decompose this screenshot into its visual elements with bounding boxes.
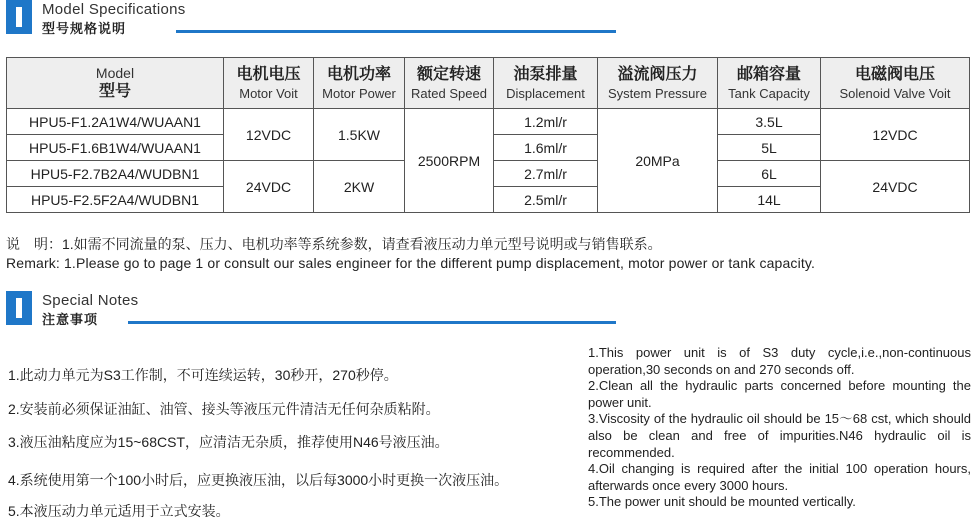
note-cn-item: 5.本液压动力单元适用于立式安装。 bbox=[8, 503, 230, 519]
tank-capacity-cell: 3.5L bbox=[718, 109, 821, 135]
header-solenoid-voltage: 电磁阀电压 Solenoid Valve Voit bbox=[821, 58, 970, 109]
header-displacement: 油泵排量 Displacement bbox=[494, 58, 598, 109]
header-rated-speed: 额定转速 Rated Speed bbox=[405, 58, 494, 109]
section-underline bbox=[128, 321, 616, 324]
motor-voltage-cell: 12VDC bbox=[224, 109, 314, 161]
model-cell: HPU5-F1.6B1W4/WUAAN1 bbox=[7, 135, 224, 161]
remark-en: Remark: 1.Please go to page 1 or consult our sales engineer for the different pump displacement, motor power or tank capacity. bbox=[6, 255, 816, 271]
system-pressure-cell: 20MPa bbox=[598, 109, 718, 213]
note-cn-item: 1.此动力单元为S3工作制，不可连续运转，30秒开，270秒停。 bbox=[8, 367, 398, 383]
displacement-cell: 2.7ml/r bbox=[494, 161, 598, 187]
tank-capacity-cell: 6L bbox=[718, 161, 821, 187]
header-motor-voltage: 电机电压 Motor Voit bbox=[224, 58, 314, 109]
solenoid-voltage-cell: 24VDC bbox=[821, 161, 970, 213]
section-title-en: Model Specifications bbox=[42, 1, 186, 18]
note-en-item: 4.Oil changing is required after the initial 100 operation hours, afterwards once every 3000 hours. bbox=[588, 461, 971, 493]
tank-capacity-cell: 5L bbox=[718, 135, 821, 161]
note-en-item: 3.Viscosity of the hydraulic oil should be 15～68 cst, which should also be clean and free of impurities.N46 hydraulic oil is recommended. bbox=[588, 411, 971, 460]
section-title-cn: 型号规格说明 bbox=[42, 21, 127, 36]
displacement-cell: 1.6ml/r bbox=[494, 135, 598, 161]
motor-voltage-cell: 24VDC bbox=[224, 161, 314, 213]
section-underline bbox=[176, 30, 616, 33]
note-en-item: 1.This power unit is of S3 duty cycle,i.e.,non-continuous operation,30 seconds on and 270 seconds off. bbox=[588, 345, 971, 377]
section-marker-icon bbox=[6, 291, 32, 325]
section-title-en: Special Notes bbox=[42, 292, 139, 309]
notes-en-list bbox=[588, 345, 971, 511]
header-system-pressure: 溢流阀压力 System Pressure bbox=[598, 58, 718, 109]
model-spec-table bbox=[6, 57, 970, 213]
model-cell: HPU5-F2.5F2A4/WUDBN1 bbox=[7, 187, 224, 213]
header-tank-capacity: 邮箱容量 Tank Capacity bbox=[718, 58, 821, 109]
note-cn-item: 2.安装前必须保证油缸、油管、接头等液压元件清洁无任何杂质粘附。 bbox=[8, 401, 440, 417]
note-en-item: 5.The power unit should be mounted vertically. bbox=[588, 494, 856, 510]
section-marker-icon bbox=[6, 0, 32, 34]
solenoid-voltage-cell: 12VDC bbox=[821, 109, 970, 161]
rated-speed-cell: 2500RPM bbox=[405, 109, 494, 213]
remark-cn: 说 明：1.如需不同流量的泵、压力、电机功率等系统参数，请查看液压动力单元型号说明或与销售联系。 bbox=[6, 236, 662, 252]
note-cn-item: 4.系统使用第一个100小时后，应更换液压油，以后每3000小时更换一次液压油。 bbox=[8, 472, 509, 488]
model-cell: HPU5-F2.7B2A4/WUDBN1 bbox=[7, 161, 224, 187]
motor-power-cell: 1.5KW bbox=[314, 109, 405, 161]
model-cell: HPU5-F1.2A1W4/WUAAN1 bbox=[7, 109, 224, 135]
header-model: Model 型号 bbox=[7, 58, 224, 109]
section-title-cn: 注意事项 bbox=[42, 312, 99, 327]
motor-power-cell: 2KW bbox=[314, 161, 405, 213]
section-header-special-notes bbox=[6, 291, 616, 325]
table-row bbox=[7, 109, 970, 135]
note-en-item: 2.Clean all the hydraulic parts concerned before mounting the power unit. bbox=[588, 378, 971, 410]
header-motor-power: 电机功率 Motor Power bbox=[314, 58, 405, 109]
note-cn-item: 3.液压油粘度应为15~68CST，应清洁无杂质，推荐使用N46号液压油。 bbox=[8, 434, 449, 450]
table-header-row bbox=[7, 58, 970, 109]
displacement-cell: 1.2ml/r bbox=[494, 109, 598, 135]
section-header-model-specs bbox=[6, 0, 616, 34]
displacement-cell: 2.5ml/r bbox=[494, 187, 598, 213]
tank-capacity-cell: 14L bbox=[718, 187, 821, 213]
